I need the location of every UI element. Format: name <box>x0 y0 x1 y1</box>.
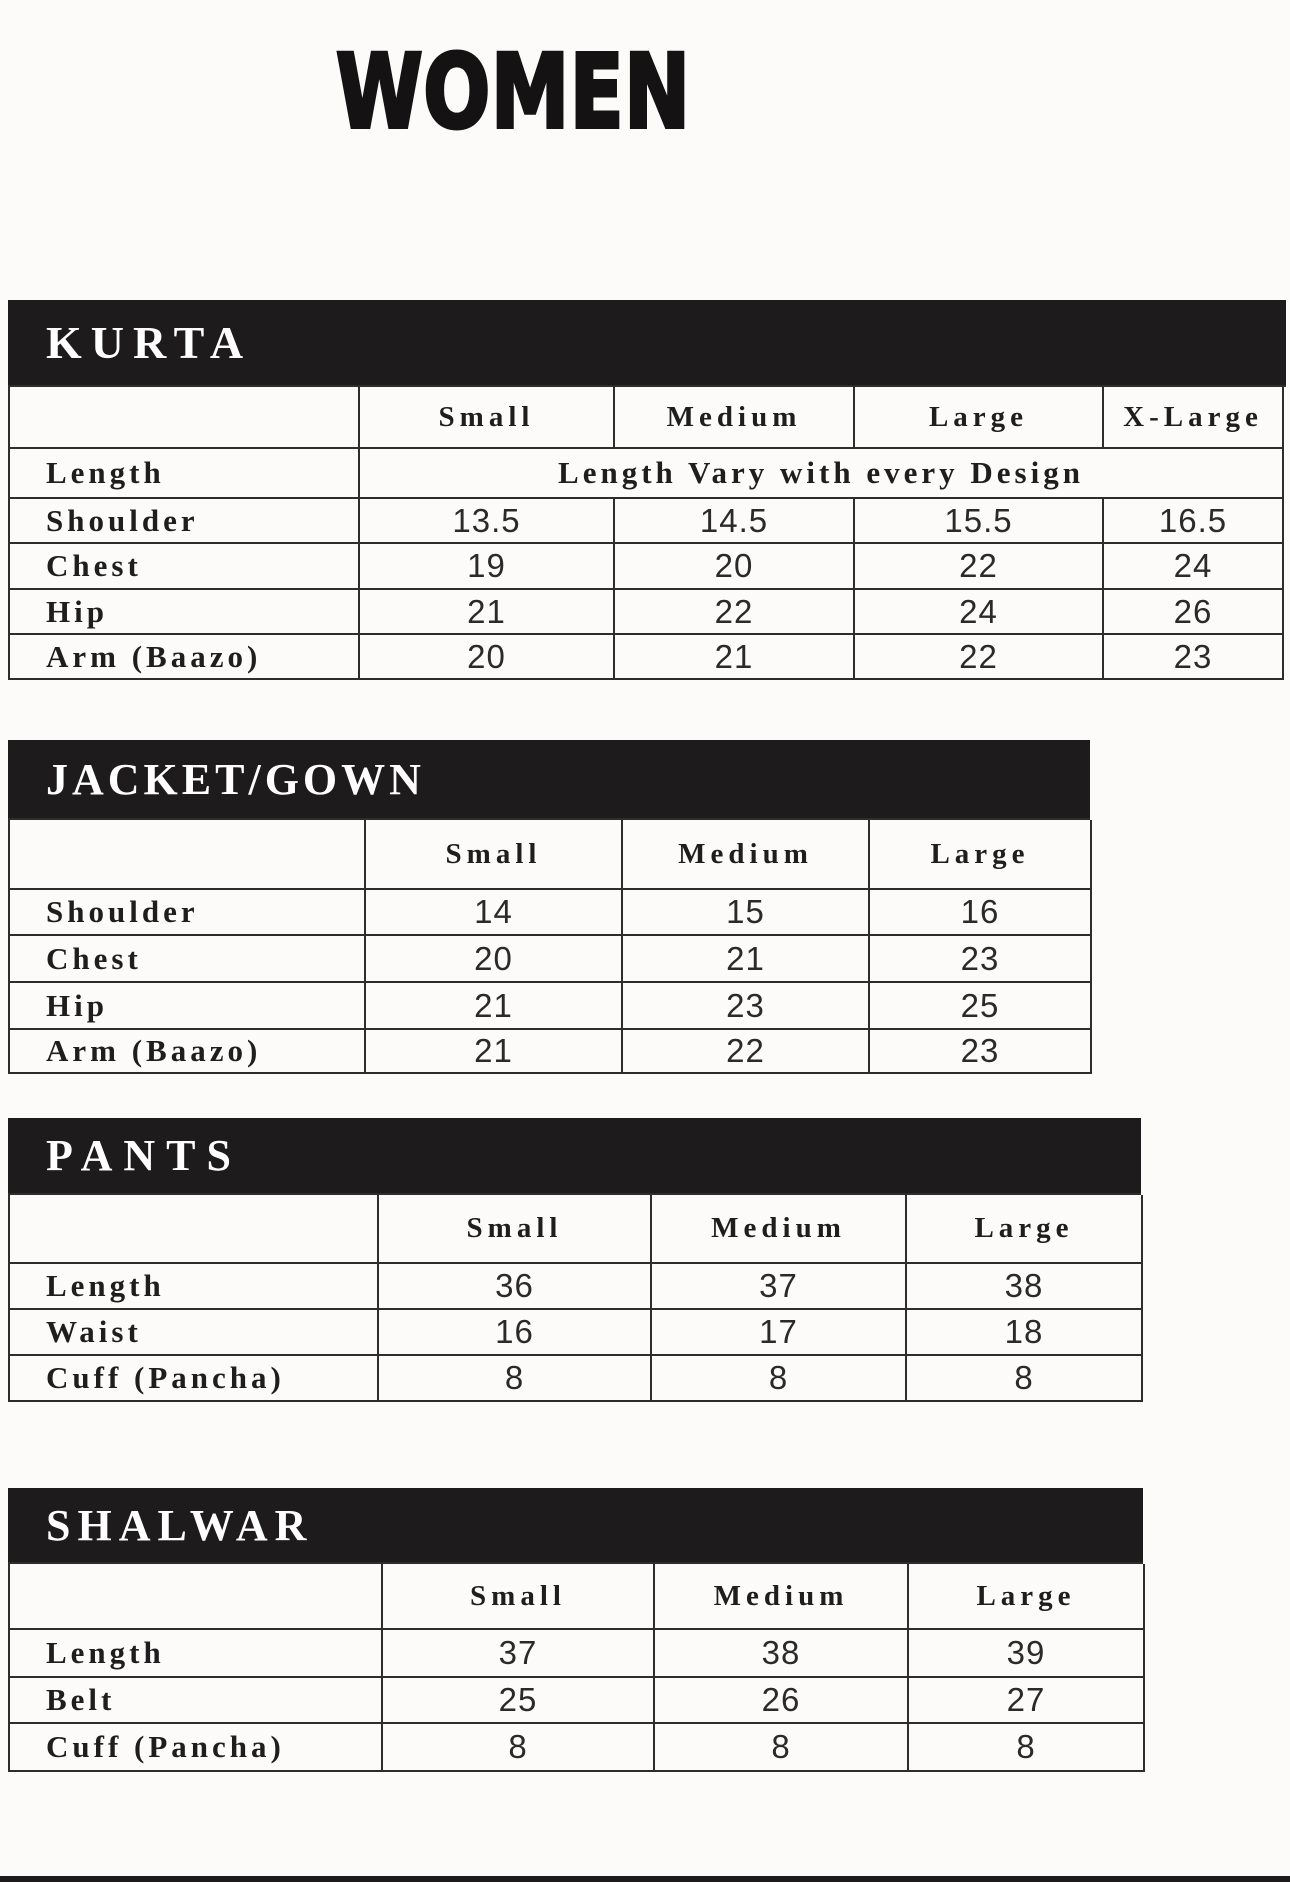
pants-row-label-length: Length <box>10 1264 379 1310</box>
kurta-row-label-length: Length <box>10 449 360 499</box>
page-title: WOMEN <box>336 33 691 152</box>
jacket-arm-large: 23 <box>870 1030 1092 1074</box>
jacket-chest-medium: 21 <box>623 936 870 983</box>
pants-row-label-waist: Waist <box>10 1310 379 1356</box>
shalwar-banner-title: SHALWAR <box>46 1500 314 1550</box>
pants-banner <box>8 1118 1141 1193</box>
jacket-gown-banner <box>8 740 1090 818</box>
pants-cuff-medium: 8 <box>652 1356 907 1402</box>
jacket-hip-small: 21 <box>366 983 623 1030</box>
kurta-column-header-xlarge: X-Large <box>1104 387 1284 449</box>
kurta-chest-xlarge: 24 <box>1104 544 1284 590</box>
kurta-shoulder-xlarge: 16.5 <box>1104 499 1284 544</box>
pants-corner-cell <box>10 1195 379 1264</box>
pants-table <box>8 1118 1141 1402</box>
pants-length-medium: 37 <box>652 1264 907 1310</box>
pants-cuff-small: 8 <box>379 1356 652 1402</box>
shalwar-row-label-cuff: Cuff (Pancha) <box>10 1724 383 1772</box>
kurta-arm-xlarge: 23 <box>1104 635 1284 680</box>
shalwar-length-small: 37 <box>383 1630 655 1678</box>
kurta-chest-large: 22 <box>855 544 1104 590</box>
shalwar-length-medium: 38 <box>655 1630 909 1678</box>
kurta-shoulder-small: 13.5 <box>360 499 615 544</box>
pants-waist-large: 18 <box>907 1310 1143 1356</box>
jacket-row-label-hip: Hip <box>10 983 366 1030</box>
jacket-gown-table <box>8 740 1090 1074</box>
kurta-chest-medium: 20 <box>615 544 855 590</box>
kurta-hip-small: 21 <box>360 590 615 635</box>
kurta-row-label-hip: Hip <box>10 590 360 635</box>
jacket-corner-cell <box>10 820 366 890</box>
shalwar-belt-small: 25 <box>383 1678 655 1724</box>
jacket-row-label-arm: Arm (Baazo) <box>10 1030 366 1074</box>
shalwar-belt-large: 27 <box>909 1678 1145 1724</box>
shalwar-column-header-large: Large <box>909 1564 1145 1630</box>
shalwar-row-label-length: Length <box>10 1630 383 1678</box>
jacket-gown-grid <box>8 818 1090 1074</box>
kurta-arm-small: 20 <box>360 635 615 680</box>
jacket-chest-small: 20 <box>366 936 623 983</box>
shalwar-banner <box>8 1488 1143 1562</box>
kurta-arm-medium: 21 <box>615 635 855 680</box>
pants-grid <box>8 1193 1141 1402</box>
kurta-arm-large: 22 <box>855 635 1104 680</box>
kurta-column-header-medium: Medium <box>615 387 855 449</box>
pants-column-header-small: Small <box>379 1195 652 1264</box>
shalwar-cuff-small: 8 <box>383 1724 655 1772</box>
kurta-column-header-large: Large <box>855 387 1104 449</box>
jacket-arm-small: 21 <box>366 1030 623 1074</box>
jacket-shoulder-medium: 15 <box>623 890 870 936</box>
kurta-table <box>8 300 1286 680</box>
shalwar-row-label-belt: Belt <box>10 1678 383 1724</box>
jacket-column-header-small: Small <box>366 820 623 890</box>
kurta-row-label-arm: Arm (Baazo) <box>10 635 360 680</box>
kurta-row-label-chest: Chest <box>10 544 360 590</box>
shalwar-belt-medium: 26 <box>655 1678 909 1724</box>
jacket-column-header-large: Large <box>870 820 1092 890</box>
kurta-grid <box>8 385 1286 680</box>
kurta-corner-cell <box>10 387 360 449</box>
kurta-hip-medium: 22 <box>615 590 855 635</box>
pants-banner-title: PANTS <box>46 1131 242 1180</box>
pants-waist-small: 16 <box>379 1310 652 1356</box>
jacket-row-label-shoulder: Shoulder <box>10 890 366 936</box>
pants-length-large: 38 <box>907 1264 1143 1310</box>
pants-column-header-medium: Medium <box>652 1195 907 1264</box>
shalwar-table <box>8 1488 1143 1772</box>
shalwar-grid <box>8 1562 1143 1772</box>
jacket-hip-medium: 23 <box>623 983 870 1030</box>
jacket-arm-medium: 22 <box>623 1030 870 1074</box>
kurta-shoulder-medium: 14.5 <box>615 499 855 544</box>
pants-cuff-large: 8 <box>907 1356 1143 1402</box>
jacket-gown-banner-title: JACKET/GOWN <box>46 754 425 804</box>
jacket-chest-large: 23 <box>870 936 1092 983</box>
kurta-column-header-small: Small <box>360 387 615 449</box>
photo-bottom-edge <box>0 1876 1290 1882</box>
jacket-column-header-medium: Medium <box>623 820 870 890</box>
kurta-hip-large: 24 <box>855 590 1104 635</box>
jacket-row-label-chest: Chest <box>10 936 366 983</box>
pants-row-label-cuff: Cuff (Pancha) <box>10 1356 379 1402</box>
jacket-shoulder-small: 14 <box>366 890 623 936</box>
pants-column-header-large: Large <box>907 1195 1143 1264</box>
shalwar-column-header-medium: Medium <box>655 1564 909 1630</box>
kurta-shoulder-large: 15.5 <box>855 499 1104 544</box>
jacket-shoulder-large: 16 <box>870 890 1092 936</box>
kurta-hip-xlarge: 26 <box>1104 590 1284 635</box>
shalwar-corner-cell <box>10 1564 383 1630</box>
pants-length-small: 36 <box>379 1264 652 1310</box>
kurta-row-label-shoulder: Shoulder <box>10 499 360 544</box>
shalwar-length-large: 39 <box>909 1630 1145 1678</box>
shalwar-cuff-medium: 8 <box>655 1724 909 1772</box>
shalwar-column-header-small: Small <box>383 1564 655 1630</box>
kurta-length-note: Length Vary with every Design <box>360 449 1284 499</box>
jacket-hip-large: 25 <box>870 983 1092 1030</box>
kurta-banner <box>8 300 1286 385</box>
pants-waist-medium: 17 <box>652 1310 907 1356</box>
shalwar-cuff-large: 8 <box>909 1724 1145 1772</box>
kurta-chest-small: 19 <box>360 544 615 590</box>
kurta-banner-title: KURTA <box>46 317 253 368</box>
